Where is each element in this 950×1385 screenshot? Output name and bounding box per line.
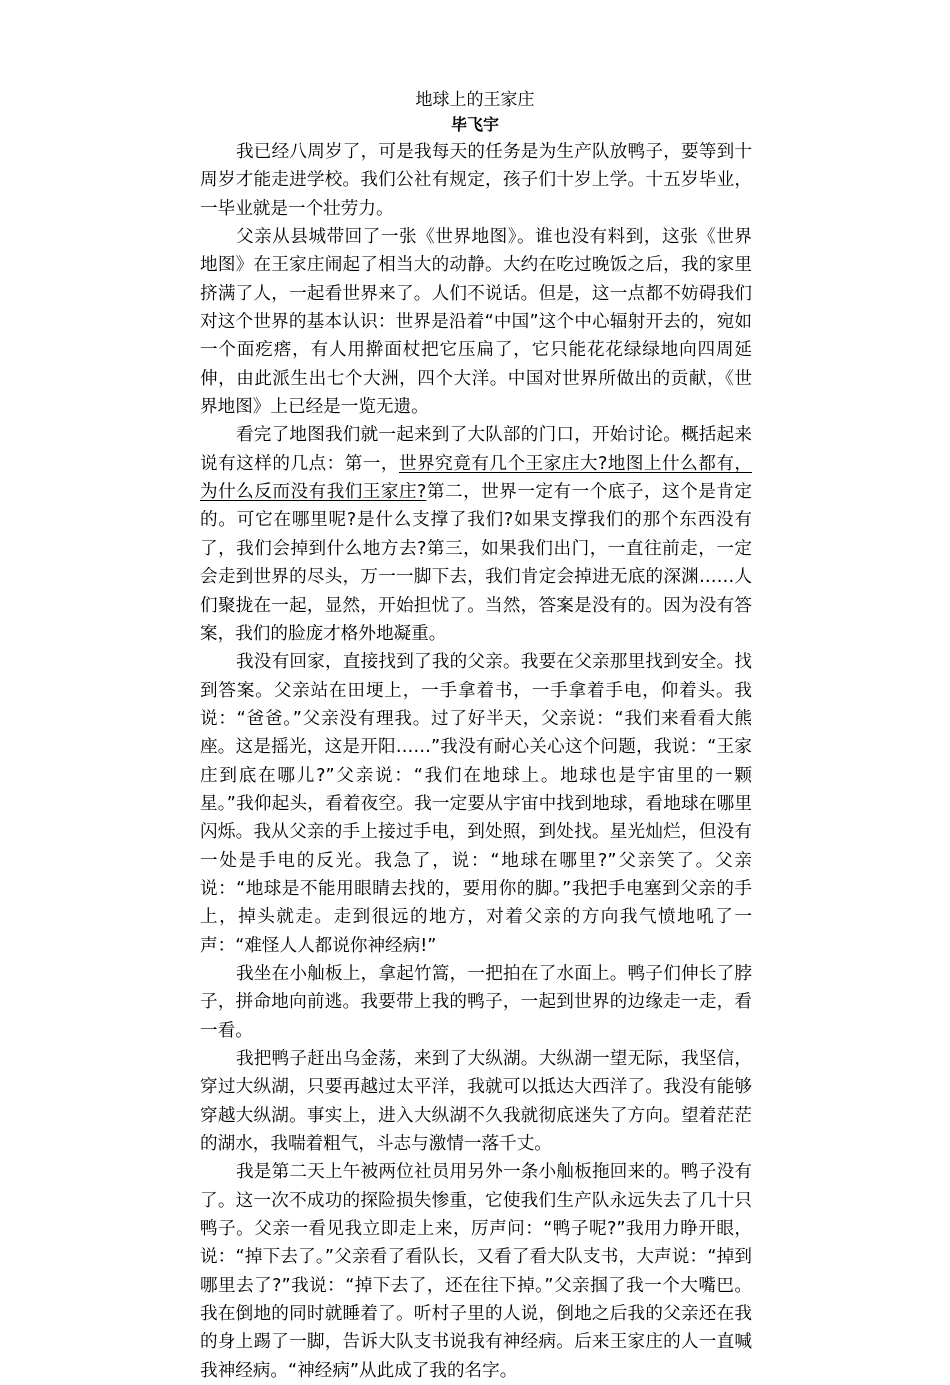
- paragraph: [200, 648, 752, 960]
- paragraph-text: 看完了地图我们就一起来到了大队部的门口，开始讨论。概括起来说有这样的几点：第一，: [200, 425, 752, 474]
- author-name: 毕飞宇: [450, 115, 499, 134]
- document-title: 地球上的王家庄: [415, 90, 535, 110]
- paragraph: [200, 138, 752, 223]
- paragraph-text: 我是第二天上午被两位社员用另外一条小舢板拖回来的。鸭子没有了。这一次不成功的探险损失惨重，它使我们生产队永远失去了几十只鸭子。父亲一看见我立即走上来，厉声问：“鸭子呢?”我用力睁开眼，说：“掉下去了。”父亲看了看队长，又看了看大队支书，大声说：“掉到哪里去了?”我说：“掉下去了，还在往下掉。”父亲掴了我一个大嘴巴。我在倒地的同时就睡着了。听村子里的人说，倒地之后我的父亲还在我的身上踢了一脚，告诉大队支书说我有神经病。后来王家庄的人一直喊我神经病。“神经病”从此成了我的名字。: [200, 1162, 752, 1381]
- paragraph: [200, 960, 752, 1045]
- paragraph-text: 我坐在小舢板上，拿起竹篙，一把拍在了水面上。鸭子们伸长了脖子，拼命地向前逃。我要带上我的鸭子，一起到世界的边缘走一走，看一看。: [200, 963, 752, 1041]
- paragraph-text: 我把鸭子赶出乌金荡，来到了大纵湖。大纵湖一望无际，我坚信，穿过大纵湖，只要再越过太平洋，我就可以抵达大西洋了。我没有能够穿越大纵湖。事实上，进入大纵湖不久我就彻底迷失了方向。望着茫茫的湖水，我喘着粗气，斗志与激情一落千丈。: [200, 1049, 752, 1155]
- paragraph-text: 父亲从县城带回了一张《世界地图》。谁也没有料到，这张《世界地图》在王家庄闹起了相当大的动静。大约在吃过晚饭之后，我的家里挤满了人，一起看世界来了。人们不说话。但是，这一点都不妨碍我们对这个世界的基本认识：世界是沿着“中国”这个中心辐射开去的，宛如一个面疙瘩，有人用擀面杖把它压扁了，它只能花花绿绿地向四周延伸，由此派生出七个大洲，四个大洋。中国对世界所做出的贡献，《世界地图》上已经是一览无遗。: [200, 227, 752, 418]
- paragraph-text: 第二，世界一定有一个底子，这个是肯定的。可它在哪里呢?是什么支撑了我们?如果支撑我们的那个东西没有了，我们会掉到什么地方去?第三，如果我们出门，一直往前走，一定会走到世界的尽头，万一一脚下去，我们肯定会掉进无底的深渊……人们聚拢在一起，显然，开始担忧了。当然，答案是没有的。因为没有答案，我们的脸庞才格外地凝重。: [200, 482, 752, 644]
- paragraph: [200, 1045, 752, 1158]
- paragraph-text: 我没有回家，直接找到了我的父亲。我要在父亲那里找到安全。找到答案。父亲站在田埂上，一手拿着书，一手拿着手电，仰着头。我说：“爸爸。”父亲没有理我。过了好半天，父亲说：“我们来看看大熊座。这是摇光，这是开阳……”我没有耐心关心这个问题，我说：“王家庄到底在哪儿?”父亲说：“我们在地球上。地球也是宇宙里的一颗星。”我仰起头，看着夜空。我一定要从宇宙中找到地球，看地球在哪里闪烁。我从父亲的手上接过手电，到处照，到处找。星光灿烂，但没有一处是手电的反光。我急了，说：“地球在哪里?”父亲笑了。父亲说：“地球是不能用眼睛去找的，要用你的脚。”我把手电塞到父亲的手上，掉头就走。走到很远的地方，对着父亲的方向我气愤地吼了一声：“难怪人人都说你神经病!”: [200, 652, 752, 956]
- document-body: [200, 138, 752, 1385]
- paragraph: [200, 1158, 752, 1385]
- paragraph: [200, 421, 752, 648]
- paragraph-text: 我已经八周岁了，可是我每天的任务是为生产队放鸭子，要等到十周岁才能走进学校。我们公社有规定，孩子们十岁上学。十五岁毕业，一毕业就是一个壮劳力。: [200, 142, 752, 219]
- underlined-text: 世界究竟有几个王家庄大?地图上什么都有，为什么反而没有我们王家庄?: [200, 453, 752, 503]
- paragraph: [200, 223, 752, 421]
